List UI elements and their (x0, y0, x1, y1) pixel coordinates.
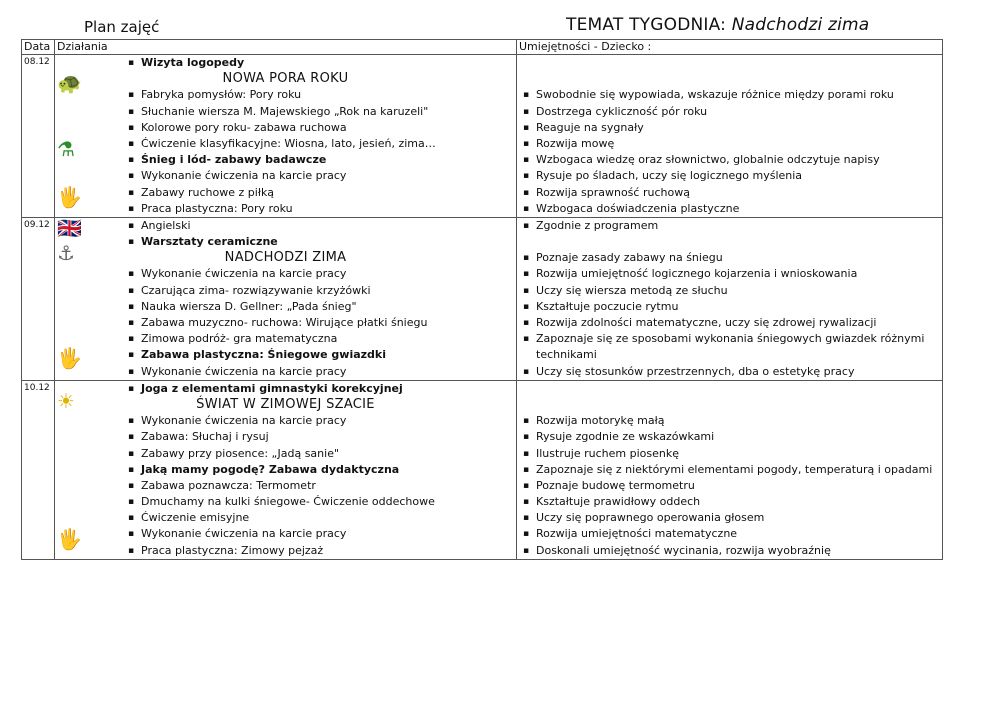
page-title: Plan zajęć (84, 18, 160, 36)
activity-item (55, 478, 516, 494)
activity-item (55, 364, 516, 380)
day-row (22, 217, 943, 380)
skill-item (517, 168, 942, 184)
activity-item (55, 234, 516, 250)
activity-item (55, 446, 516, 462)
paint-hand-icon: 🖐 (57, 526, 82, 551)
day-date: 10.12 (22, 380, 55, 559)
activities-header: Działania (55, 40, 517, 55)
activity-text: Zabawy przy piosence: „Jadą sanie" (141, 446, 340, 460)
activity-text: Zabawa plastyczna: Śniegowe gwiazdki (141, 348, 387, 362)
activity-item (55, 168, 516, 184)
skill-item (517, 331, 942, 363)
skill-text: Rozwija mowę (536, 136, 615, 150)
activity-text: Joga z elementami gimnastyki korekcyjnej (141, 381, 403, 395)
activities-cell (55, 55, 517, 218)
skill-item (517, 201, 942, 217)
skills-spacer (517, 381, 942, 397)
activity-item (55, 185, 516, 201)
activity-item (55, 526, 516, 542)
activity-text: NADCHODZI ZIMA (224, 250, 347, 266)
header-row (22, 40, 943, 55)
skill-text: Kształtuje poczucie rytmu (536, 299, 679, 313)
skills-spacer (517, 71, 942, 87)
skills-cell (517, 55, 943, 218)
skill-text: Ilustruje ruchem piosenkę (536, 446, 679, 460)
activity-text: NOWA PORA ROKU (222, 71, 349, 87)
activities-cell (55, 217, 517, 380)
skill-text: Rozwija sprawność ruchową (536, 185, 690, 199)
activity-text: Jaką mamy pogodę? Zabawa dydaktyczna (141, 462, 400, 476)
activity-item (55, 201, 516, 217)
skill-item (517, 413, 942, 429)
skill-item (517, 543, 942, 559)
activity-text: Zabawa: Słuchaj i rysuj (141, 430, 269, 444)
skill-text: Rozwija umiejętności matematyczne (536, 527, 738, 541)
activity-text: Wykonanie ćwiczenia na karcie pracy (141, 414, 347, 428)
skill-text: Wzbogaca wiedzę oraz słownictwo, globalnie odczytuje napisy (536, 153, 880, 167)
activity-text: Czarująca zima- rozwiązywanie krzyżówki (141, 283, 371, 297)
skill-item (517, 136, 942, 152)
skill-text: Uczy się wiersza metodą ze słuchu (536, 283, 728, 297)
skill-text: Wzbogaca doświadczenia plastyczne (536, 201, 740, 215)
activity-item (55, 462, 516, 478)
skill-text: Kształtuje prawidłowy oddech (536, 495, 701, 509)
skill-text: Rozwija zdolności matematyczne, uczy się zdrowej rywalizacji (536, 316, 877, 329)
skill-item (517, 494, 942, 510)
skill-text: Doskonali umiejętność wycinania, rozwija wyobraźnię (536, 543, 831, 557)
activity-text: Praca plastyczna: Pory roku (141, 201, 293, 215)
skill-item (517, 152, 942, 168)
activity-item (55, 543, 516, 559)
activity-text: ŚWIAT W ZIMOWEJ SZACIE (196, 396, 375, 412)
activity-item (55, 510, 516, 526)
skill-item (517, 478, 942, 494)
uk-flag-icon: 🇬🇧 (57, 215, 82, 240)
skill-item (517, 283, 942, 299)
activity-item (55, 315, 516, 331)
skills-cell (517, 380, 943, 559)
activity-text: Wykonanie ćwiczenia na karcie pracy (141, 169, 347, 183)
activity-text: Nauka wiersza D. Gellner: „Pada śnieg" (141, 299, 357, 313)
week-title-theme: Nadchodzi zima (731, 15, 870, 35)
turtle-icon: 🐢 (57, 71, 82, 95)
activity-text: Wykonanie ćwiczenia na karcie pracy (141, 364, 347, 378)
activity-item (55, 299, 516, 315)
activity-text: Śnieg i lód- zabawy badawcze (141, 153, 327, 167)
activity-item (55, 283, 516, 299)
skill-item (517, 299, 942, 315)
activity-text: Ćwiczenie klasyfikacyjne: Wiosna, lato, jesień, zima… (141, 136, 436, 150)
skill-item (517, 462, 942, 478)
skill-item (517, 429, 942, 445)
activity-text: Wykonanie ćwiczenia na karcie pracy (141, 527, 347, 541)
skill-text: Dostrzega cykliczność pór roku (536, 104, 708, 118)
skill-item (517, 315, 942, 331)
date-header: Data (22, 40, 55, 55)
activity-item (55, 413, 516, 429)
activity-item (55, 494, 516, 510)
anchor-icon: ⚓ (57, 240, 75, 265)
plan-table (21, 39, 943, 560)
skills-cell (517, 217, 943, 380)
skill-text: Rozwija motorykę małą (536, 414, 665, 428)
skills-spacer (517, 55, 942, 71)
activity-text: Kolorowe pory roku- zabawa ruchowa (141, 120, 347, 134)
activity-text: Wizyta logopedy (141, 56, 245, 69)
skill-text: Poznaje zasady zabawy na śniegu (536, 251, 723, 265)
activity-item (55, 266, 516, 282)
skill-text: Rysuje po śladach, uczy się logicznego myślenia (536, 169, 803, 183)
week-title-prefix: TEMAT TYGODNIA: (566, 15, 727, 35)
skill-item (517, 266, 942, 282)
skill-text: Zapoznaje się ze sposobami wykonania śniegowych gwiazdek różnymi technikami (536, 332, 925, 362)
activity-heading (55, 250, 516, 266)
skill-text: Swobodnie się wypowiada, wskazuje różnice między porami roku (536, 88, 894, 102)
activity-text: Warsztaty ceramiczne (141, 235, 278, 249)
skill-item (517, 87, 942, 103)
skill-item (517, 364, 942, 380)
skill-text: Uczy się poprawnego operowania głosem (536, 511, 765, 525)
activity-item (55, 120, 516, 136)
activity-text: Ćwiczenie emisyjne (141, 511, 250, 525)
activity-text: Zimowa podróż- gra matematyczna (141, 332, 338, 346)
activity-item (55, 381, 516, 397)
skill-text: Reaguje na sygnały (536, 120, 644, 134)
paint-hand-icon: 🖐 (57, 185, 82, 209)
paint-hand-icon: 🖐 (57, 345, 82, 370)
activity-text: Zabawa poznawcza: Termometr (141, 478, 316, 492)
activity-text: Dmuchamy na kulki śniegowe- Ćwiczenie oddechowe (141, 495, 435, 509)
skill-item (517, 120, 942, 136)
activity-text: Słuchanie wiersza M. Majewskiego „Rok na karuzeli" (141, 104, 429, 118)
flask-icon: ⚗ (57, 137, 75, 161)
skill-item (517, 510, 942, 526)
skill-text: Rysuje zgodnie ze wskazówkami (536, 430, 715, 444)
skill-item (517, 446, 942, 462)
skill-text: Rozwija umiejętność logicznego kojarzenia i wnioskowania (536, 267, 858, 281)
skill-text: Zapoznaje się z niektórymi elementami pogody, temperaturą i opadami (536, 462, 933, 476)
day-row (22, 380, 943, 559)
activity-item (55, 347, 516, 363)
activity-heading (55, 71, 516, 87)
activities-cell (55, 380, 517, 559)
activity-text: Zabawa muzyczno- ruchowa: Wirujące płatki śniegu (141, 316, 428, 329)
skills-spacer (517, 234, 942, 250)
activity-heading (55, 397, 516, 413)
activity-item (55, 136, 516, 152)
activity-item (55, 55, 516, 71)
activity-item (55, 331, 516, 347)
week-title (566, 15, 869, 35)
skill-item (517, 185, 942, 201)
day-row (22, 55, 943, 218)
activity-item (55, 104, 516, 120)
skill-text: Uczy się stosunków przestrzennych, dba o estetykę pracy (536, 364, 855, 378)
skill-item (517, 218, 942, 234)
activity-text: Praca plastyczna: Zimowy pejzaż (141, 543, 324, 557)
activity-item (55, 218, 516, 234)
day-date: 09.12 (22, 217, 55, 380)
sun-icon: ☀ (57, 388, 75, 413)
activity-text: Angielski (141, 218, 191, 232)
skill-text: Poznaje budowę termometru (536, 478, 695, 492)
activity-item (55, 429, 516, 445)
activity-text: Zabawy ruchowe z piłką (141, 185, 275, 199)
activity-text: Wykonanie ćwiczenia na karcie pracy (141, 267, 347, 281)
skill-item (517, 104, 942, 120)
skill-item (517, 526, 942, 542)
activity-item (55, 152, 516, 168)
skills-header: Umiejętności - Dziecko : (517, 40, 943, 55)
day-date: 08.12 (22, 55, 55, 218)
skill-item (517, 250, 942, 266)
activity-item (55, 87, 516, 103)
skill-text: Zgodnie z programem (536, 218, 659, 232)
skills-spacer (517, 397, 942, 413)
activity-text: Fabryka pomysłów: Pory roku (141, 88, 302, 102)
